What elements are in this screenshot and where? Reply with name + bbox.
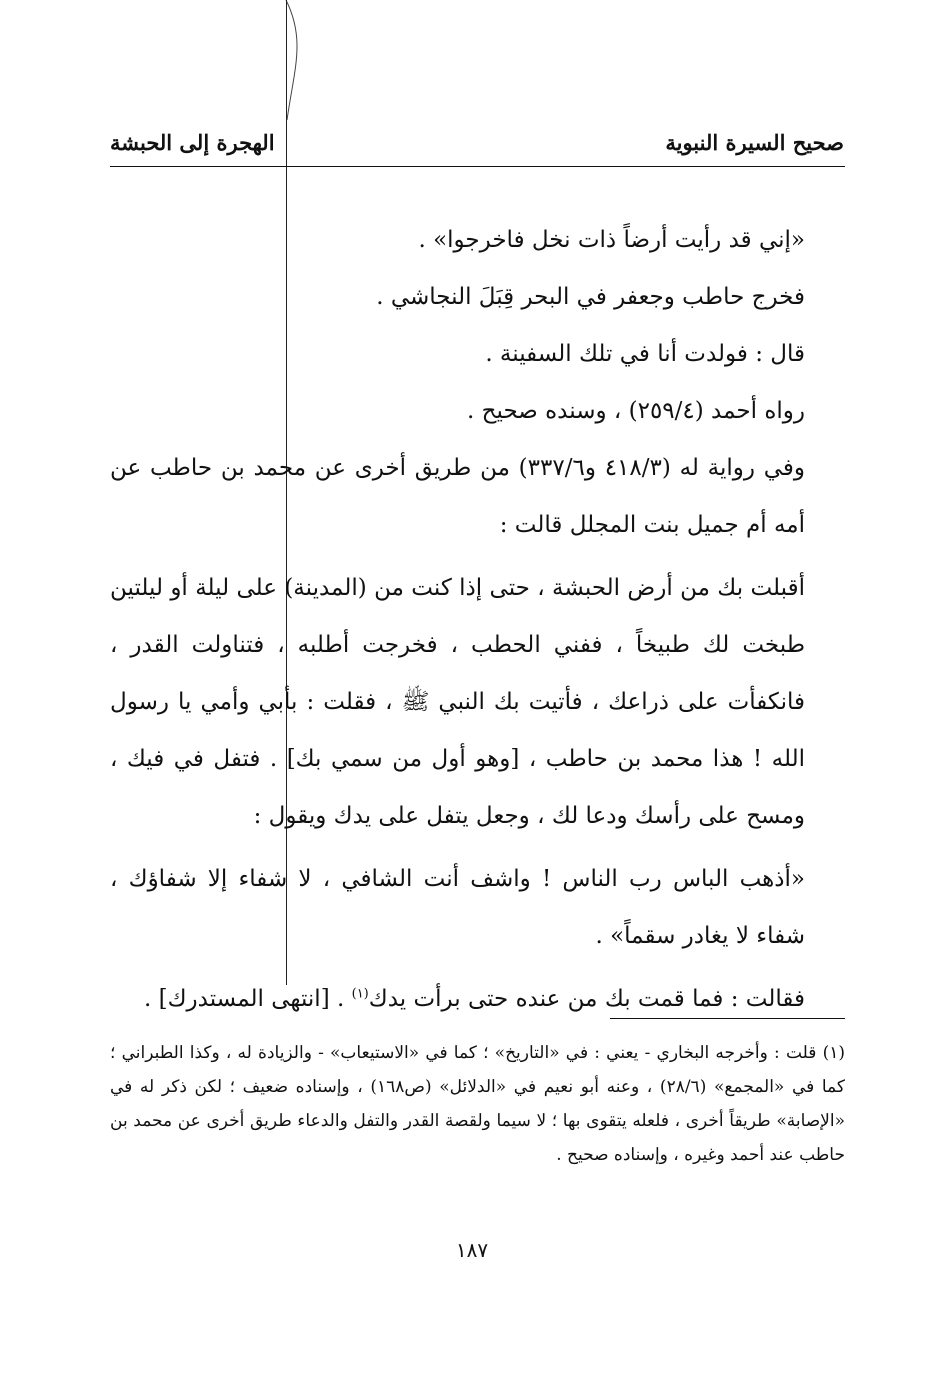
footnote-marker[interactable]: (١)	[351, 986, 369, 1002]
paragraph: فخرج حاطب وجعفر في البحر قِبَلَ النجاشي .	[376, 284, 805, 310]
footnote: (١) قلت : وأخرجه البخاري - يعني : في «التاريخ» ؛ كما في «الاستيعاب» - والزيادة له ، وكذا الطبراني ؛ كما في «المجمع» (٢٨/٦) ، وعنه أبو نعيم في «الدلائل» (ص١٦٨) ، وإسناده ضعيف ؛ لكن ذكر له في «الإصابة» طريقاً أخرى ، فلعله يتقوى بها ؛ لا سيما ولقصة القدر والتفل والدعاء طريق أخرى عن محمد بن حاطب عند أحمد وغيره ، وإسناده صحيح .	[110, 1043, 845, 1165]
paragraph: «أذهب الباس رب الناس ! واشف أنت الشافي ، لا شفاء إلا شفاؤك ، شفاء لا يغادر سقماً» .	[110, 866, 805, 949]
page-crease-curve	[270, 0, 310, 120]
chapter-title: الهجرة إلى الحبشة	[110, 130, 275, 155]
footnotes	[110, 1036, 845, 1172]
page-number: ١٨٧	[455, 1238, 489, 1262]
main-text	[110, 212, 845, 1028]
paragraph: قال : فولدت أنا في تلك السفينة .	[485, 341, 805, 367]
paragraph: رواه أحمد (٢٥٩/٤) ، وسنده صحيح .	[467, 398, 805, 424]
header-rule	[110, 166, 845, 167]
paragraph-text: فقالت : فما قمت بك من عنده حتى برأت يدك	[368, 986, 805, 1012]
paragraph: أقبلت بك من أرض الحبشة ، حتى إذا كنت من (المدينة) على ليلة أو ليلتين طبخت لك طبيخاً ، ففني الحطب ، فخرجت أطلبه ، فتناولت القدر ، فانكفأت على ذراعك ، فأتيت بك النبي ﷺ ، فقلت : بأبي وأمي يا رسول الله ! هذا محمد بن حاطب ، [وهو أول من سمي بك] . فتفل في فيك ، ومسح على رأسك ودعا لك ، وجعل يتفل على يدك ويقول :	[110, 575, 805, 829]
paragraph: وفي رواية له (٤١٨/٣ و٣٣٧/٦) من طريق أخرى عن محمد بن حاطب عن أمه أم جميل بنت المجلل قالت :	[110, 455, 806, 538]
paragraph: «إني قد رأيت أرضاً ذات نخل فاخرجوا» .	[418, 227, 805, 253]
footnote-rule	[610, 1018, 845, 1019]
paragraph-text: . [انتهى المستدرك] .	[144, 986, 352, 1012]
paragraph	[110, 971, 845, 1028]
book-title: صحيح السيرة النبوية	[665, 130, 844, 155]
